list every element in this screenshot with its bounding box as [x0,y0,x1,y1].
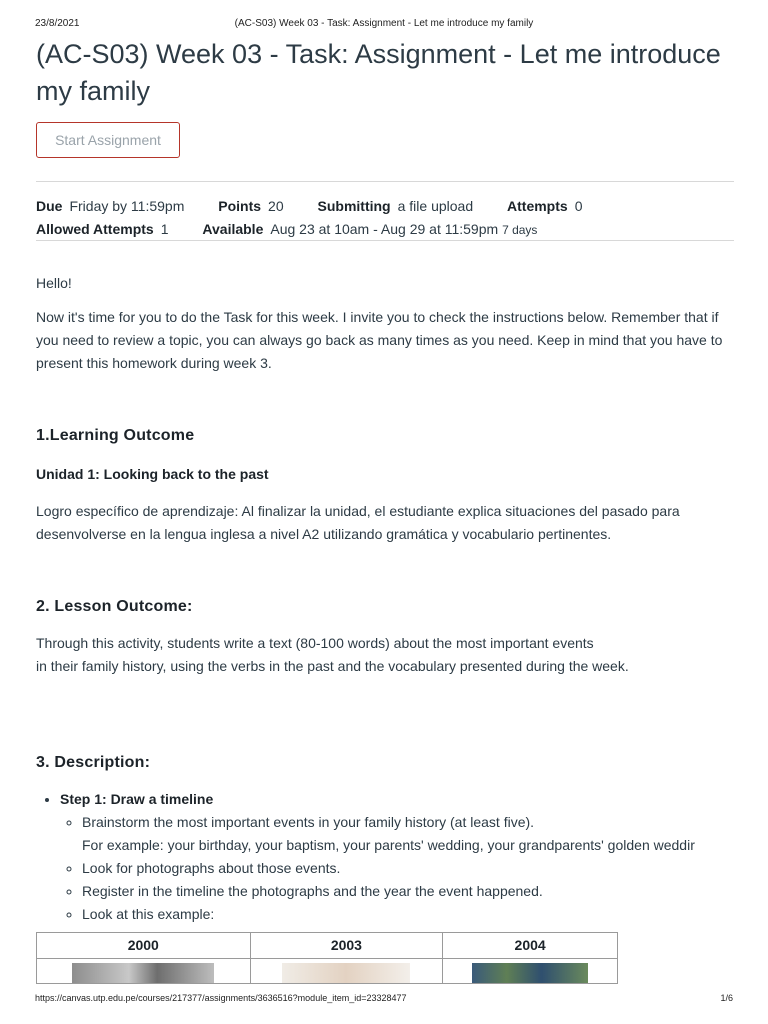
timeline-table [36,932,618,984]
step1-item-text: Brainstorm the most important events in your family history (at least five). [82,814,535,830]
step1-sublist [60,811,734,926]
available-days: 7 days [502,223,538,237]
table-cell [443,959,618,984]
unit-heading: Unidad 1: Looking back to the past [36,466,269,482]
year-header: 2003 [250,933,443,959]
print-title: (AC-S03) Week 03 - Task: Assignment - Let me introduce my family [234,18,534,29]
learning-outcome-heading: 1.Learning Outcome [36,427,195,444]
timeline-photo [72,963,214,983]
lesson-outcome-heading: 2. Lesson Outcome: [36,598,193,615]
available-value: Aug 23 at 10am - Aug 29 at 11:59pm [270,221,499,237]
learning-outcome-text: Logro específico de aprendizaje: Al finalizar la unidad, el estudiante explica situaciones del pasado para desenvolverse en la lengua inglesa a nivel A2 utilizando gramática y vocabulario pertinentes. [36,503,680,542]
steps-list [36,788,734,926]
assignment-details [36,182,734,240]
attempts-value: 0 [574,198,583,214]
print-url: https://canvas.utp.edu.pe/courses/217377/assignments/3636516?module_item_id=23328477 [35,993,407,1003]
table-header-row [37,933,618,959]
table-row [37,959,618,984]
description-heading: 3. Description: [36,754,151,771]
submitting-value: a file upload [397,198,474,214]
assignment-content [36,36,734,984]
step-item [60,788,734,926]
due-label: Due [36,198,63,214]
print-date: 23/8/2021 [35,18,80,29]
list-item: ◦ Look for photographs about those events. [82,857,734,880]
print-footer [35,993,733,1005]
page-title: (AC-S03) Week 03 - Task: Assignment - Let me introduce my family [36,39,721,106]
step1-title: Step 1: Draw a timeline [60,791,214,807]
list-item: ◦ Register in the timeline the photographs and the year the event happened. [82,880,734,903]
due-value: Friday by 11:59pm [69,198,185,214]
print-header [35,18,733,32]
year-header: 2000 [37,933,251,959]
intro-paragraph: Now it's time for you to do the Task for this week. I invite you to check the instructions below. Remember that if you need to review a topic, you can always go back as many times as you need. Keep in mind that you have to present this homework during week 3. [36,309,723,371]
timeline-photo [472,963,588,983]
available-label: Available [202,221,264,237]
year-header: 2004 [443,933,618,959]
submitting-label: Submitting [317,198,391,214]
list-item: ◦ Look at this example: [82,903,734,926]
allowed-attempts-value: 1 [160,221,169,237]
points-value: 20 [268,198,284,214]
step1-example-text: For example: your birthday, your baptism, your parents' wedding, your grandparents' golden weddir [82,837,695,853]
attempts-label: Attempts [507,198,568,214]
page-number: 1/6 [720,993,733,1003]
start-assignment-button[interactable]: Start Assignment [36,122,180,158]
points-label: Points [218,198,262,214]
lesson-outcome-line: Through this activity, students write a text (80-100 words) about the most important events [36,635,594,651]
table-cell [250,959,443,984]
greeting: Hello! [36,275,72,291]
assignment-description [36,272,734,984]
lesson-outcome-text [36,632,734,678]
list-item [82,811,734,857]
lesson-outcome-line: in their family history, using the verbs in the past and the vocabulary presented during the week. [36,658,629,674]
allowed-attempts-label: Allowed Attempts [36,221,154,237]
timeline-photo [282,963,410,983]
table-cell [37,959,251,984]
